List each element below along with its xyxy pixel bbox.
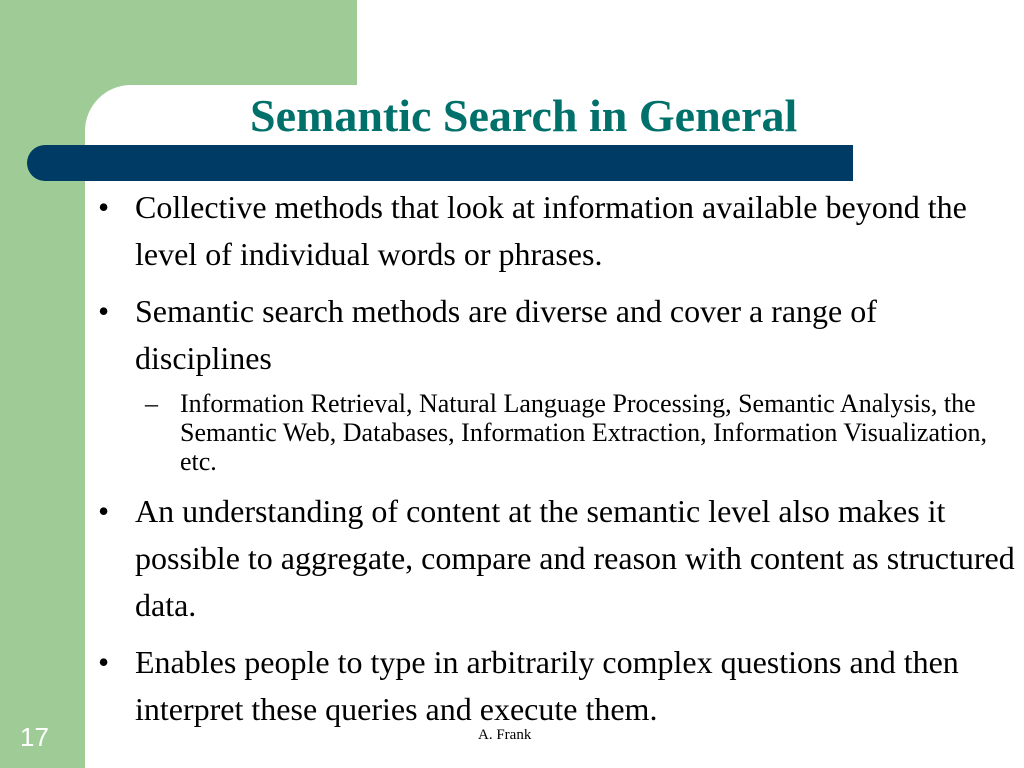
page-number: 17 (20, 722, 49, 752)
bullet-marker: • (98, 644, 110, 680)
footer-author: A. Frank (478, 727, 532, 743)
bullet-item (98, 639, 1018, 733)
bullet-marker: • (98, 293, 110, 329)
bullet-text: Enables people to type in arbitrarily complex questions and then interpret these queries and execute them. (135, 644, 959, 727)
slide-title: Semantic Search in General (250, 90, 798, 141)
bullet-text: Collective methods that look at information available beyond the level of individual words or phrases. (135, 189, 967, 272)
sub-bullet-text: Information Retrieval, Natural Language Processing, Semantic Analysis, the Semantic Web, Databases, Information Extraction, Information Visualization, etc. (180, 389, 987, 476)
bullet-text: An understanding of content at the semantic level also makes it possible to aggregate, compare and reason with content as structured data. (135, 493, 1015, 623)
bullet-item (98, 488, 1018, 629)
bullet-text: Semantic search methods are diverse and cover a range of disciplines (135, 293, 877, 376)
sub-bullet-marker: – (145, 389, 158, 418)
bullet-item (98, 184, 1018, 278)
sub-bullet-list (98, 389, 1018, 476)
bullet-marker: • (98, 189, 110, 225)
bullet-marker: • (98, 493, 110, 529)
sub-bullet-item (98, 389, 1018, 476)
bullet-item (98, 288, 1018, 382)
title-underline-bar (27, 145, 853, 181)
bullet-list (98, 184, 1018, 743)
